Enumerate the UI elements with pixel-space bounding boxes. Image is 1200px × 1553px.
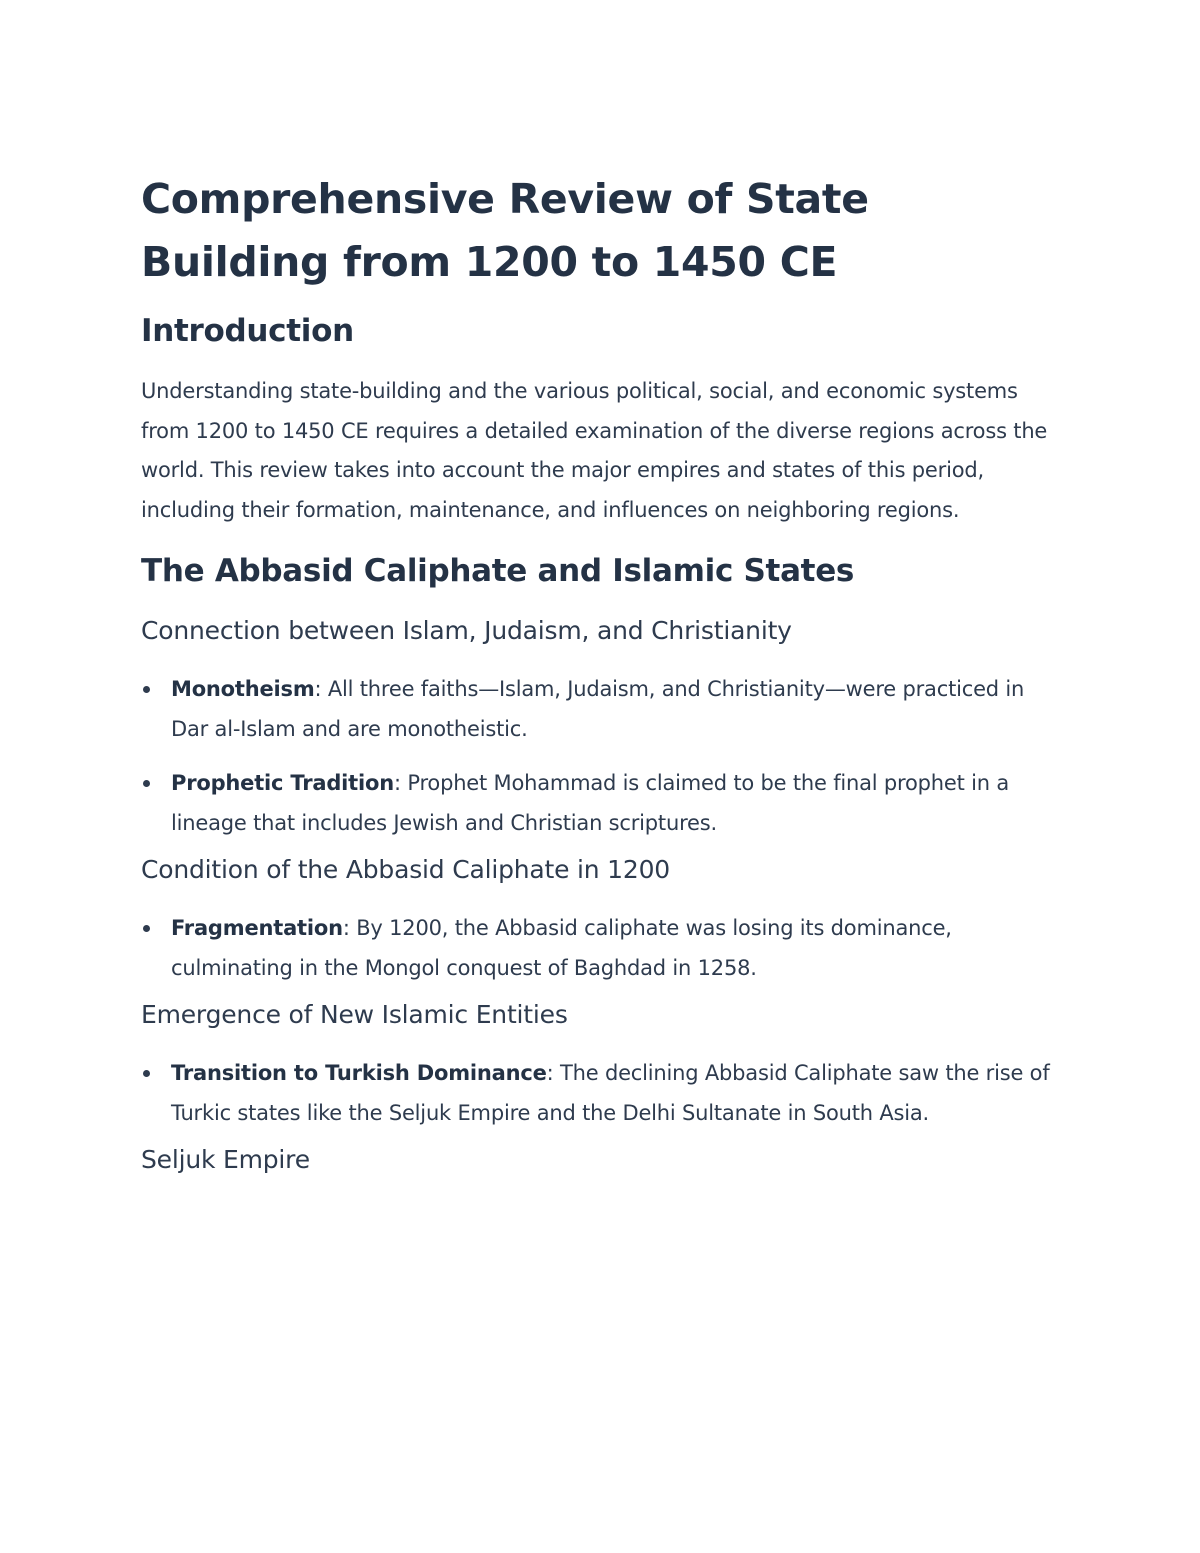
emergence-list <box>141 1054 1059 1133</box>
list-item <box>141 764 1059 843</box>
document-title: Comprehensive Review of State Building from 1200 to 1450 CE <box>141 175 869 286</box>
connection-list <box>141 670 1059 843</box>
subsection-heading-seljuk: Seljuk Empire <box>141 1145 310 1174</box>
abbasid-section-heading: The Abbasid Caliphate and Islamic States <box>141 553 855 589</box>
list-item-term: Transition to Turkish Dominance <box>171 1061 547 1085</box>
bullet-icon <box>143 780 150 787</box>
list-item-text: : Prophet Mohammad is claimed to be the final prophet in a lineage that includes Jewish and Christian scriptures. <box>171 771 1010 835</box>
introduction-heading: Introduction <box>141 313 354 349</box>
list-item <box>141 909 1059 988</box>
list-item-term: Fragmentation <box>171 916 343 940</box>
introduction-paragraph: Understanding state-building and the various political, social, and economic systems from 1200 to 1450 CE requires a detailed examination of the diverse regions across the world. This review takes into account the major empires and states of this period, including their formation, maintenance, and influences on neighboring regions. <box>141 379 1048 522</box>
list-item-term: Prophetic Tradition <box>171 771 394 795</box>
list-item-text: : By 1200, the Abbasid caliphate was losing its dominance, culminating in the Mongol conquest of Baghdad in 1258. <box>171 916 952 980</box>
list-item-term: Monotheism <box>171 677 315 701</box>
list-item <box>141 670 1059 749</box>
list-item-text: : All three faiths—Islam, Judaism, and Christianity—were practiced in Dar al-Islam and are monotheistic. <box>171 677 1025 741</box>
list-item-text: : The declining Abbasid Caliphate saw the rise of Turkic states like the Seljuk Empire and the Delhi Sultanate in South Asia. <box>171 1061 1050 1125</box>
subsection-heading-condition: Condition of the Abbasid Caliphate in 1200 <box>141 855 671 884</box>
subsection-heading-emergence: Emergence of New Islamic Entities <box>141 1000 568 1029</box>
bullet-icon <box>143 686 150 693</box>
subsection-heading-connection: Connection between Islam, Judaism, and Christianity <box>141 616 792 645</box>
bullet-icon <box>143 925 150 932</box>
bullet-icon <box>143 1070 150 1077</box>
document-page <box>141 168 1059 1177</box>
list-item <box>141 1054 1059 1133</box>
condition-list <box>141 909 1059 988</box>
